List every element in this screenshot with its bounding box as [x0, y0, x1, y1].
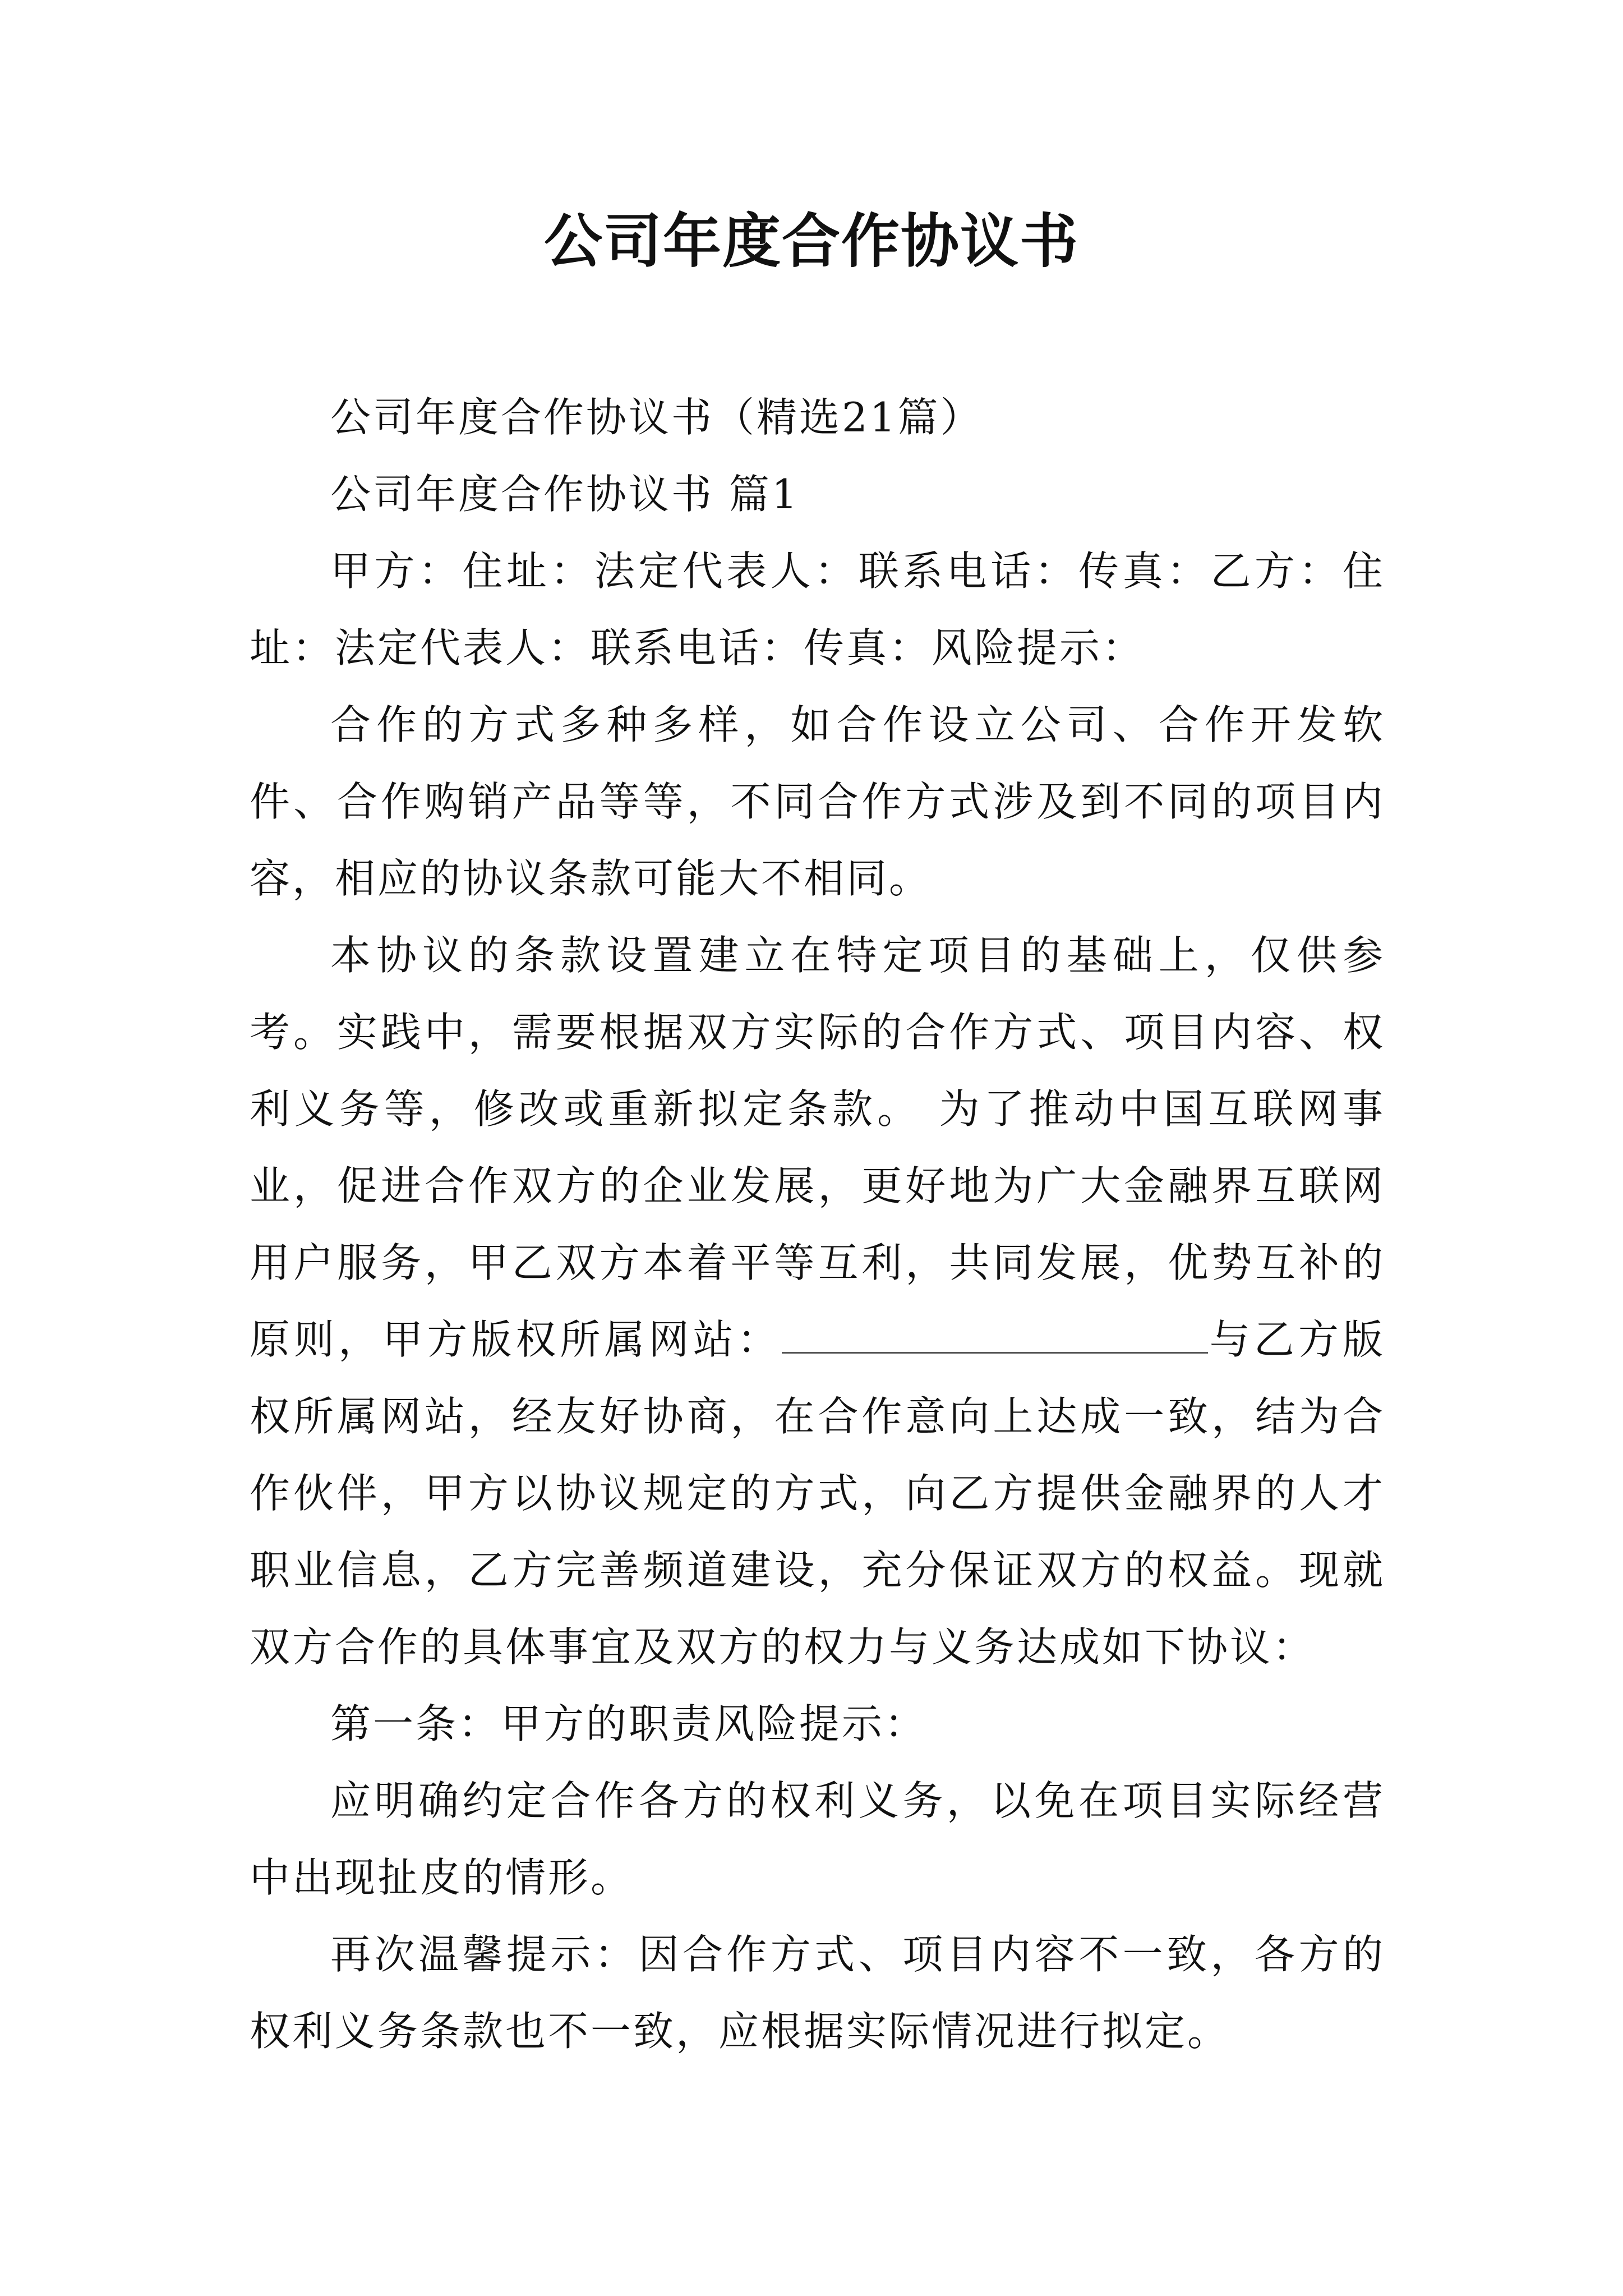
- paragraph-parties: 甲方：住址：法定代表人：联系电话：传真：乙方：住址：法定代表人：联系电话：传真：风险提示：: [250, 547, 1385, 671]
- paragraph-reminder: 再次温馨提示：因合作方式、项目内容不一致，各方的权利义务条款也不一致，应根据实际情况进行拟定。: [250, 1931, 1385, 2055]
- paragraph-article-one: 第一条：甲方的职责风险提示：: [330, 1700, 928, 1747]
- paragraph-cooperation-modes: 合作的方式多种多样，如合作设立公司、合作开发软件、合作购销产品等等，不同合作方式涉及到不同的项目内容，相应的协议条款可能大不相同。: [250, 701, 1385, 902]
- website-blank-line: [782, 1318, 1208, 1354]
- document-body: [250, 379, 1385, 2070]
- document-title: 公司年度合作协议书: [543, 207, 1079, 275]
- paragraph-section-heading: 公司年度合作协议书 篇1: [330, 471, 800, 518]
- paragraph-subtitle: 公司年度合作协议书（精选21篇）: [330, 394, 983, 441]
- paragraph-agreement-purpose-text: 本协议的条款设置建立在特定项目的基础上，仅供参考。实践中，需要根据双方实际的合作方式、项目内容、权利义务等，修改或重新拟定条款。 为了推动中国互联网事业，促进合作双方的企业发展，更好地为广大金融界互联网用户服务，甲乙双方本着平等互利，共同发展，优势互补的原则，甲方版权所属网站：: [250, 932, 1385, 1363]
- paragraph-agreement-purpose-continued: 与乙方版权所属网站，经友好协商，在合作意向上达成一致，结为合作伙伴，甲方以协议规定的方式，向乙方提供金融界的人才职业信息，乙方完善频道建设，充分保证双方的权益。现就双方合作的具体事宜及双方的权力与义务达成如下协议：: [250, 1316, 1385, 1671]
- paragraph-agreement-purpose: [250, 917, 1385, 1686]
- paragraph-rights-obligations: 应明确约定合作各方的权利义务，以免在项目实际经营中出现扯皮的情形。: [250, 1777, 1385, 1901]
